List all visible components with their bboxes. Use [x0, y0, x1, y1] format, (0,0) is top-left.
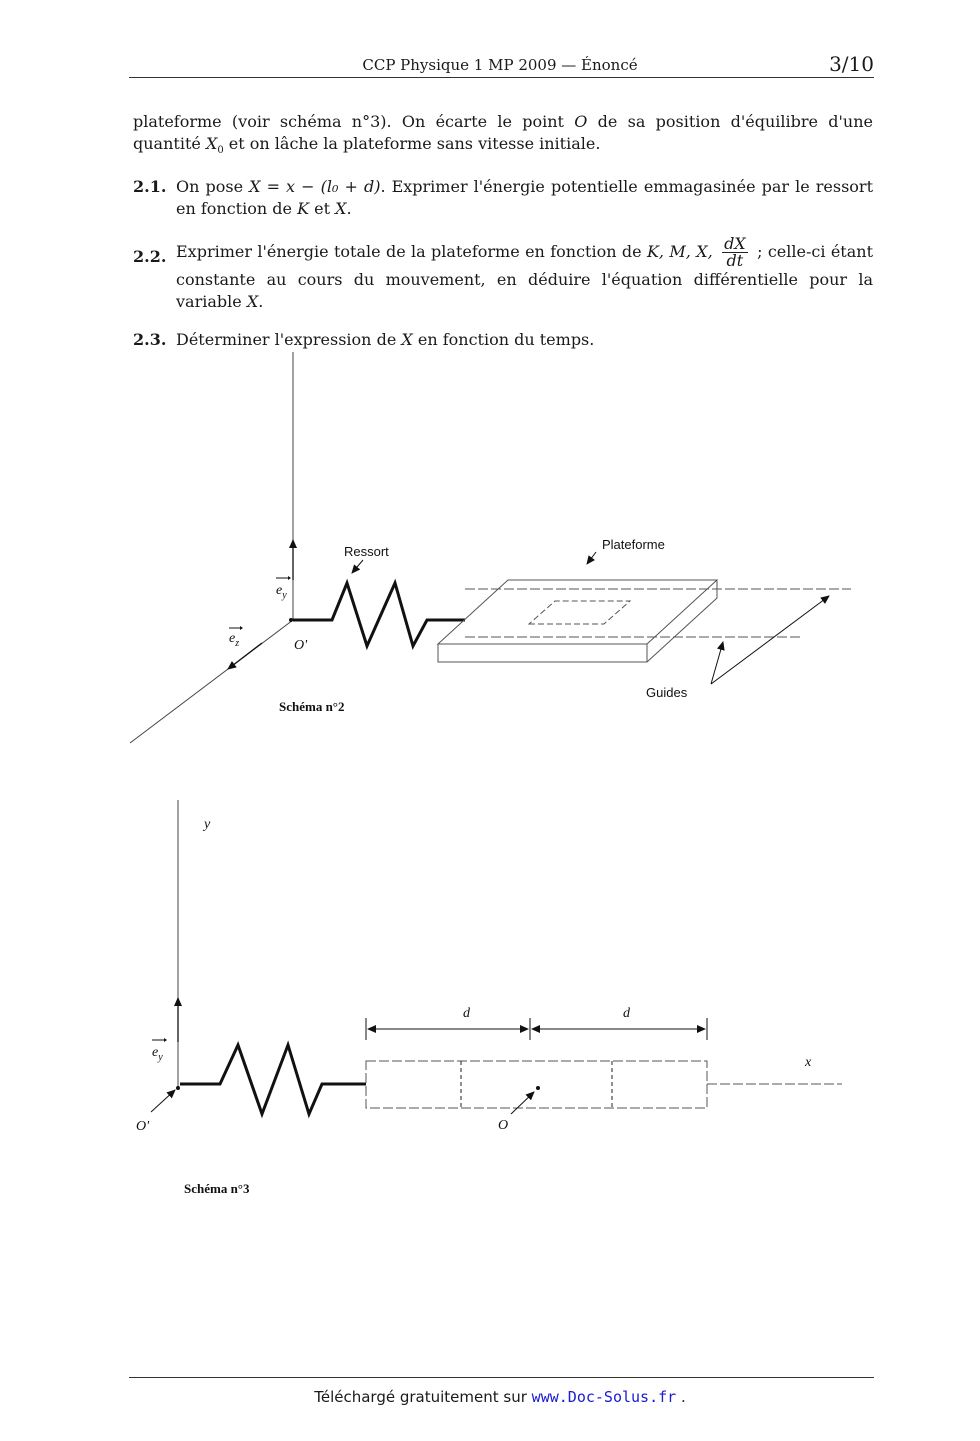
question-number: 2.2. — [133, 247, 167, 266]
q21-x: X — [335, 199, 347, 218]
q21-k: K — [297, 199, 310, 218]
q21-formula: X = x − (l₀ + d) — [249, 177, 381, 196]
frac-denominator: dt — [726, 251, 744, 270]
q23-text-b: en fonction du temps. — [417, 330, 595, 349]
guides-pointer-2 — [711, 596, 829, 684]
label-o: O — [498, 1118, 509, 1133]
spring-zigzag — [180, 1045, 366, 1114]
q21-text-b: . Exprimer l'énergie potentielle emmagasinée par le ressort en fonction de — [176, 177, 874, 218]
q21-et: et — [314, 199, 331, 218]
spring-zigzag — [293, 583, 465, 646]
platform-window — [529, 601, 630, 624]
platform-side — [438, 580, 717, 662]
label-ez: $e_z$ — [229, 631, 240, 649]
page-number: 3/10 — [829, 52, 874, 76]
z-axis-line — [130, 620, 293, 743]
x0-symbol: X — [205, 134, 218, 153]
footer — [0, 1388, 980, 1406]
label-d2: d — [623, 1006, 630, 1021]
ressort-pointer — [352, 560, 363, 573]
label-y: y — [204, 817, 211, 832]
label-origin: O' — [294, 638, 308, 653]
page-header-title: CCP Physique 1 MP 2009 — Énoncé — [362, 56, 638, 74]
label-d1: d — [463, 1006, 470, 1021]
origin-point — [289, 618, 293, 622]
label-ey: $e_y$ — [276, 583, 287, 601]
q22-text-b: ; celle-ci étant constante au cours du mouvement, en déduire l'équation différentielle pour la variable — [176, 242, 873, 311]
q22-x: X — [246, 292, 259, 311]
point-o: O — [574, 112, 588, 131]
ez-overarrow — [240, 626, 243, 630]
intro-text-3: et on lâche la plateforme sans vitesse initiale. — [228, 134, 601, 153]
question-number: 2.1. — [133, 177, 167, 196]
o-pointer — [511, 1092, 534, 1114]
schema-2-diagram — [130, 352, 851, 743]
label-plateforme: Plateforme — [602, 537, 665, 552]
intro-text-1: plateforme (voir schéma n°3). On écarte le point — [133, 112, 564, 131]
origin-pointer — [151, 1090, 175, 1112]
guides-pointer-1 — [711, 642, 723, 684]
point-o — [536, 1086, 540, 1090]
label-guides: Guides — [646, 685, 688, 700]
origin-point — [176, 1086, 180, 1090]
q22-text-a: Exprimer l'énergie totale de la plateforme en fonction de — [176, 242, 642, 261]
footer-text: Téléchargé gratuitement sur — [314, 1388, 527, 1406]
platform-rect — [366, 1061, 707, 1108]
platform-top — [438, 580, 717, 644]
plateforme-pointer — [587, 552, 596, 564]
x0-subscript: 0 — [217, 145, 224, 157]
q23-text-a: Déterminer l'expression de — [176, 330, 397, 349]
question-number: 2.3. — [133, 330, 167, 349]
intro-text-2: de sa position d'équilibre d'une quantité — [133, 112, 874, 153]
schema-2-caption: Schéma n°2 — [279, 699, 345, 714]
q22-vars: K, M, X, — [646, 242, 713, 261]
q22-end: . — [258, 292, 264, 311]
label-origin: O' — [136, 1119, 150, 1134]
ey-overarrow — [288, 576, 291, 580]
label-ressort: Ressort — [344, 544, 389, 559]
q21-text-a: On pose — [176, 177, 244, 196]
frac-numerator: dX — [724, 234, 746, 253]
ez-arrow — [228, 643, 262, 669]
label-x: x — [805, 1055, 812, 1070]
q21-end: . — [346, 199, 352, 218]
schema-3-diagram — [136, 800, 842, 1196]
schema-3-caption: Schéma n°3 — [184, 1181, 250, 1196]
footer-end: . — [680, 1388, 686, 1406]
footer-link[interactable]: www.Doc-Solus.fr — [531, 1388, 677, 1406]
ey-overarrow — [164, 1038, 167, 1042]
label-ey: $e_y$ — [152, 1045, 163, 1063]
footer-rule — [129, 1377, 874, 1378]
q23-x: X — [401, 330, 413, 349]
